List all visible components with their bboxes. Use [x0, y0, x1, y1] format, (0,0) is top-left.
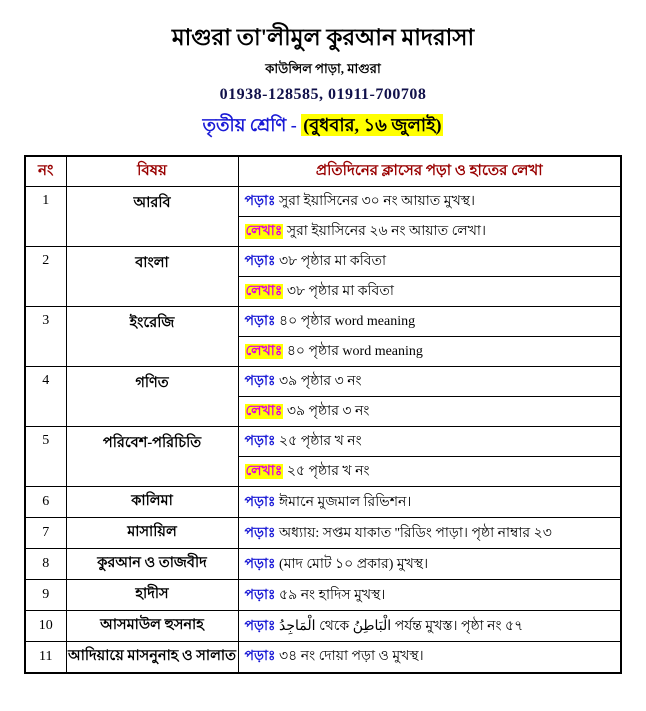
pora-label: পড়াঃ — [244, 374, 276, 389]
pora-label: পড়াঃ — [244, 556, 276, 572]
table-row — [25, 518, 621, 549]
row-number: 10 — [25, 611, 66, 642]
lekha-label: লেখাঃ — [245, 224, 283, 239]
lekha-label: লেখাঃ — [245, 464, 283, 479]
pora-text: ৪০ পৃষ্ঠার word meaning — [279, 314, 416, 329]
lekha-label: লেখাঃ — [245, 284, 283, 299]
lekha-cell — [238, 277, 621, 307]
pora-text: ৩৮ পৃষ্ঠার মা কবিতা — [279, 254, 387, 269]
lekha-cell — [238, 397, 621, 427]
col-header-lesson: প্রতিদিনের ক্লাসের পড়া ও হাতের লেখা — [238, 156, 621, 187]
pora-cell — [238, 611, 621, 642]
table-row — [25, 580, 621, 611]
table-row — [25, 487, 621, 518]
lekha-cell — [238, 457, 621, 487]
row-number: 4 — [25, 367, 66, 427]
row-number: 9 — [25, 580, 66, 611]
daily-lesson-table — [24, 155, 622, 674]
subject-cell: বাংলা — [66, 247, 238, 307]
phone-numbers: 01938-128585, 01911-700708 — [219, 85, 427, 103]
pora-text: ২৫ পৃষ্ঠার খ নং — [279, 434, 362, 449]
pora-cell — [238, 642, 621, 673]
table-row — [25, 549, 621, 580]
table-row — [25, 307, 621, 337]
lekha-label: লেখাঃ — [245, 344, 283, 359]
pora-label: পড়াঃ — [244, 254, 276, 269]
class-date-highlight: (বুধবার, ১৬ জুলাই) — [303, 114, 442, 135]
table-row — [25, 611, 621, 642]
pora-label: পড়াঃ — [244, 587, 276, 603]
subject-cell: ইংরেজি — [66, 307, 238, 367]
pora-cell — [238, 427, 621, 457]
pora-label: পড়াঃ — [244, 649, 276, 665]
table-row — [25, 367, 621, 397]
pora-label: পড়াঃ — [244, 194, 276, 209]
pora-text: الْمَاجِدُ থেকে الْبَاطِنُ পর্যন্ত মুখস্ত। পৃষ্ঠা নং ৫৭ — [279, 618, 524, 634]
pora-cell — [238, 367, 621, 397]
pora-text: সুরা ইয়াসিনের ৩০ নং আয়াত মুখস্থ। — [279, 194, 476, 209]
row-number: 1 — [25, 187, 66, 247]
subject-cell: গণিত — [66, 367, 238, 427]
table-row — [25, 427, 621, 457]
row-number: 7 — [25, 518, 66, 549]
lekha-cell — [238, 217, 621, 247]
lekha-text: ৩৮ পৃষ্ঠার মা কবিতা — [286, 284, 394, 299]
madrasa-address: কাউন্সিল পাড়া, মাগুরা — [265, 60, 381, 76]
pora-label: পড়াঃ — [244, 525, 276, 541]
subject-cell: কুরআন ও তাজবীদ — [66, 549, 238, 580]
subject-cell: পরিবেশ-পরিচিতি — [66, 427, 238, 487]
class-name: তৃতীয় শ্রেণি - — [202, 114, 302, 135]
table-row — [25, 247, 621, 277]
table-row — [25, 187, 621, 217]
pora-cell — [238, 580, 621, 611]
row-number: 3 — [25, 307, 66, 367]
pora-cell — [238, 518, 621, 549]
pora-text: ৩৪ নং দোয়া পড়া ও মুখস্থ। — [279, 649, 424, 665]
class-date-line — [0, 111, 646, 142]
lekha-label: লেখাঃ — [245, 404, 283, 419]
subject-cell: মাসায়িল — [66, 518, 238, 549]
lekha-text: সুরা ইয়াসিনের ২৬ নং আয়াত লেখা। — [286, 224, 486, 239]
pora-text: অধ্যায়: সপ্তম যাকাত ''রিডিং পাড়া। পৃষ্ঠা নাম্বার ২৩ — [279, 525, 552, 541]
col-header-subject: বিষয় — [66, 156, 238, 187]
pora-label: পড়াঃ — [244, 494, 276, 510]
lekha-text: ৪০ পৃষ্ঠার word meaning — [286, 344, 423, 359]
row-number: 5 — [25, 427, 66, 487]
pora-text: ৩৯ পৃষ্ঠার ৩ নং — [279, 374, 362, 389]
row-number: 8 — [25, 549, 66, 580]
lekha-cell — [238, 337, 621, 367]
pora-cell — [238, 307, 621, 337]
pora-cell — [238, 247, 621, 277]
pora-text: (মাদ মোট ১০ প্রকার) মুখস্থ। — [279, 556, 429, 572]
pora-label: পড়াঃ — [244, 434, 276, 449]
madrasa-title: মাগুরা তা'লীমুল কুরআন মাদরাসা — [171, 25, 475, 50]
subject-cell: হাদীস — [66, 580, 238, 611]
table-row — [25, 642, 621, 673]
lekha-text: ৩৯ পৃষ্ঠার ৩ নং — [286, 404, 370, 419]
col-header-serial: নং — [25, 156, 66, 187]
row-number: 6 — [25, 487, 66, 518]
pora-cell — [238, 487, 621, 518]
table-header-row — [25, 156, 621, 187]
subject-cell: কালিমা — [66, 487, 238, 518]
row-number: 2 — [25, 247, 66, 307]
lekha-text: ২৫ পৃষ্ঠার খ নং — [286, 464, 370, 479]
subject-cell: আরবি — [66, 187, 238, 247]
pora-cell — [238, 187, 621, 217]
pora-cell — [238, 549, 621, 580]
document-header — [0, 24, 646, 142]
pora-label: পড়াঃ — [244, 314, 276, 329]
pora-text: ৫৯ নং হাদিস মুখস্থ। — [279, 587, 386, 603]
subject-cell: আদিয়ায়ে মাসনুনাহ ও সালাত — [66, 642, 238, 673]
row-number: 11 — [25, 642, 66, 673]
pora-label: পড়াঃ — [244, 618, 276, 634]
pora-text: ঈমানে মুজমাল রিভিশন। — [279, 494, 412, 510]
subject-cell: আসমাউল হুসনাহ — [66, 611, 238, 642]
